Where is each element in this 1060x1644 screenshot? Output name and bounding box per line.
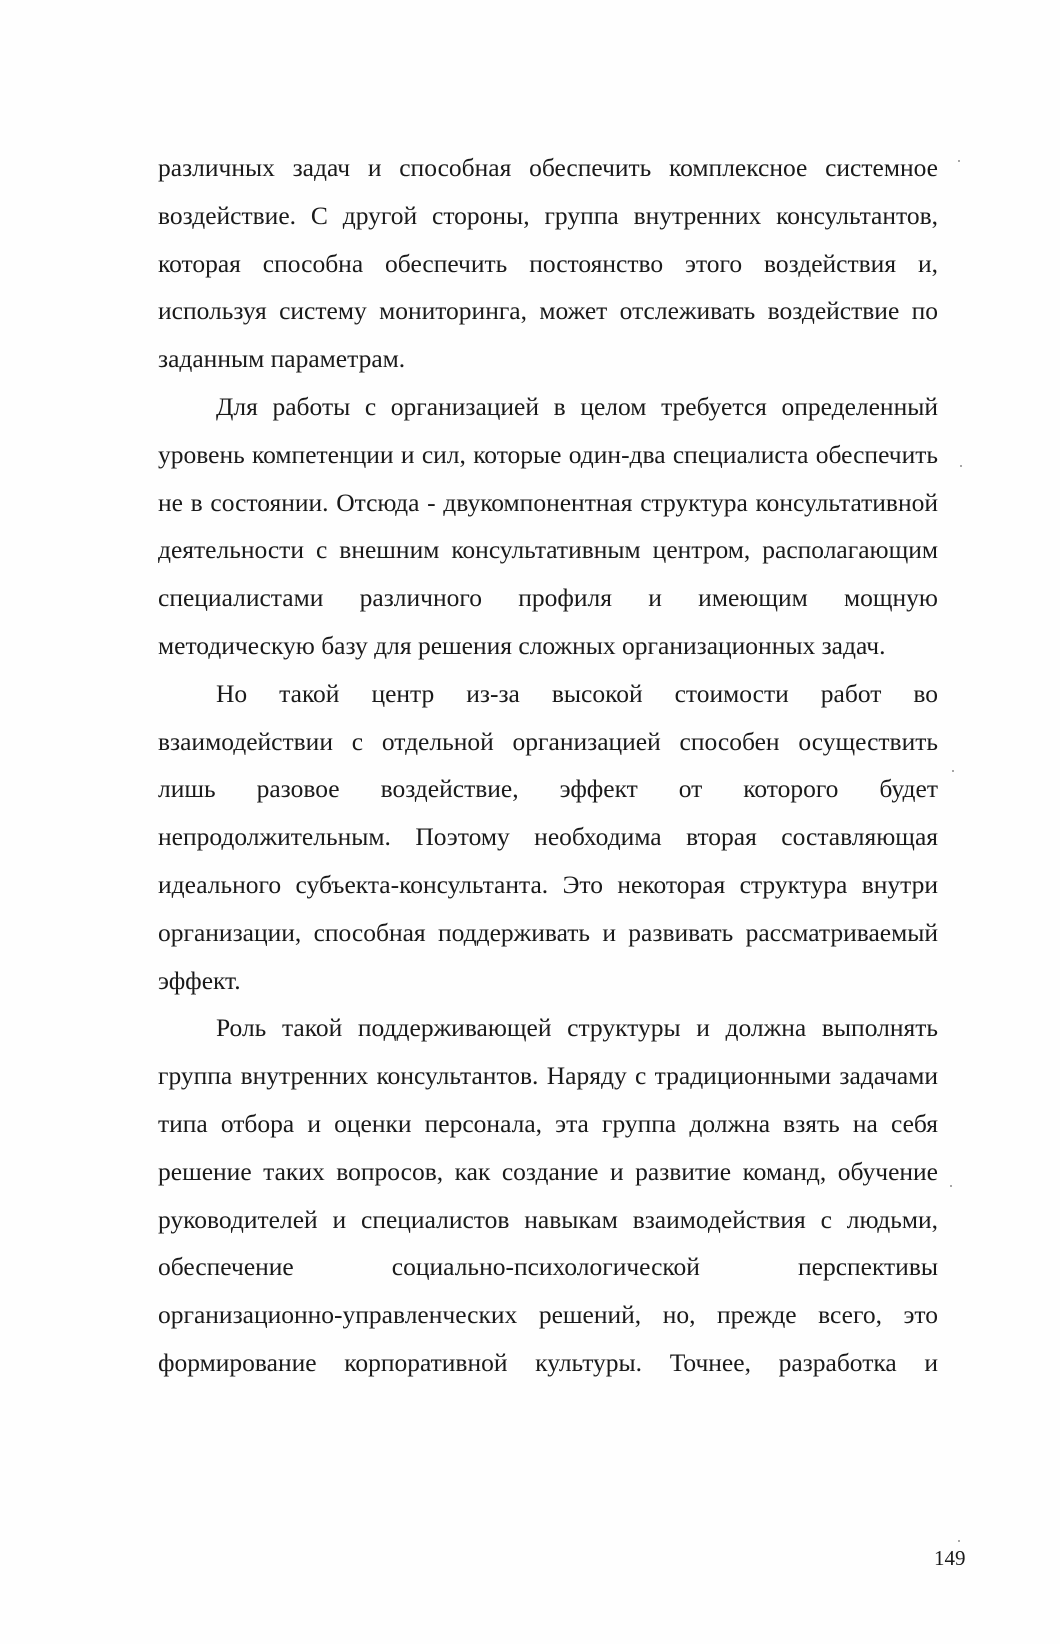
paragraph-4: Роль такой поддерживающей структуры и должна выполнять группа внутренних консультантов. Наряду с традиционными задачами типа отбора и оценки персонала, эта группа должна взять на себя решение таких вопросов, как создание и развитие команд, обучение руководителей и специалистов навыкам взаимодействия с людьми, обеспечение социально-психологической перспективы организационно-управленческих решений, но, прежде всего, это формирование корпоративной культуры. Точнее, разработка и (158, 1013, 938, 1377)
page-number: 149 (934, 1546, 966, 1570)
scan-speck (952, 770, 954, 772)
scan-speck (958, 160, 960, 162)
paragraph-continuation: различных задач и способная обеспечить комплексное системное воздействие. С другой стороны, группа внутренних консультантов, которая способна обеспечить постоянство этого воздействия и, используя систему мониторинга, может отслеживать воздействие по заданным параметрам. (158, 153, 938, 374)
scan-speck (958, 1540, 960, 1542)
paragraph-2: Для работы с организацией в целом требуется определенный уровень компетенции и сил, которые один-два специалиста обеспечить не в состоянии. Отсюда - двукомпонентная структура консультативной деятельности с внешним консультативным центром, располагающим специалистами различного профиля и имеющим мощную методическую базу для решения сложных организационных задач. (158, 391, 938, 660)
page-body-text (158, 144, 938, 1387)
scan-speck (960, 465, 962, 467)
scan-speck (950, 1185, 952, 1187)
paragraph-3: Но такой центр из-за высокой стоимости работ во взаимодействии с отдельной организацией способен осуществить лишь разовое воздействие, эффект от которого будет непродолжительным. Поэтому необходима вторая составляющая идеального субъекта-консультанта. Это некоторая структура внутри организации, способная поддерживать и развивать рассматриваемый эффект. (158, 678, 938, 995)
